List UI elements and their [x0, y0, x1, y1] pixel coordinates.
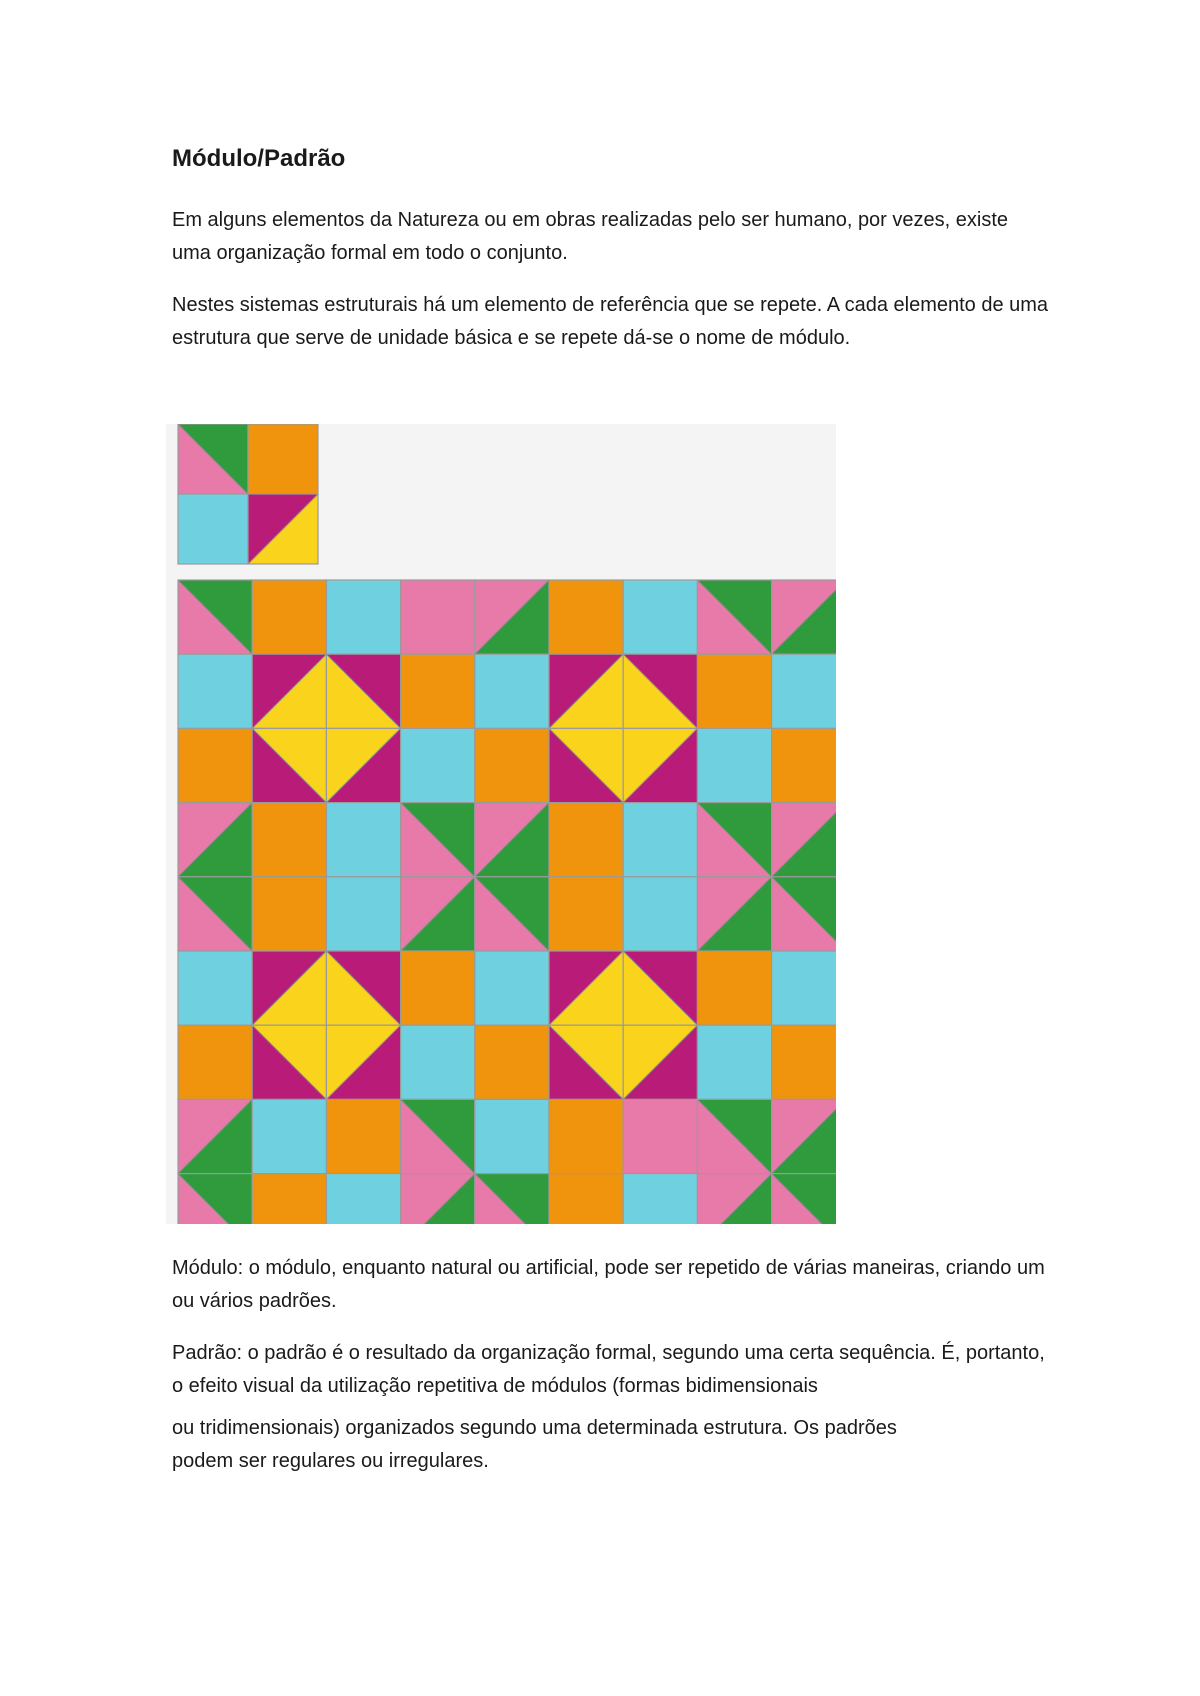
- pattern-tile: [178, 877, 252, 951]
- padrao-line-1: Padrão: o padrão é o resultado da organização formal, segundo uma certa sequência.: [172, 1342, 936, 1364]
- pattern-tile: [475, 654, 549, 728]
- pattern-tile: [475, 877, 549, 951]
- pattern-tile: [623, 803, 697, 877]
- pattern-tile: [252, 803, 326, 877]
- pattern-tile: [178, 1099, 252, 1173]
- padrao-line-3: ou tridimensionais) organizados segundo uma determinada estrutura. Os padrões: [172, 1417, 897, 1439]
- pattern-tile: [623, 580, 697, 654]
- pattern-tile: [475, 1099, 549, 1173]
- pattern-tile: [475, 728, 549, 802]
- module-tile: [178, 424, 248, 494]
- pattern-tile: [772, 877, 836, 951]
- pattern-tile: [252, 1099, 326, 1173]
- pattern-tile: [772, 1174, 836, 1224]
- pattern-tile: [401, 654, 475, 728]
- module-pattern-figure: [166, 424, 836, 1224]
- pattern-tile: [475, 803, 549, 877]
- pattern-tile: [772, 1025, 836, 1099]
- pattern-tile: [697, 951, 771, 1025]
- pattern-tile: [623, 1099, 697, 1173]
- padrao-line-4: podem ser regulares ou irregulares.: [172, 1450, 489, 1472]
- module-tile: [178, 494, 248, 564]
- pattern-tile: [401, 728, 475, 802]
- pattern-tile: [772, 580, 836, 654]
- pattern-tile: [178, 654, 252, 728]
- pattern-tile: [401, 877, 475, 951]
- pattern-tile: [326, 654, 400, 728]
- pattern-tile: [623, 728, 697, 802]
- pattern-tile: [623, 877, 697, 951]
- module-definition-paragraph: Nestes sistemas estruturais há um elemento de referência que se repete. A cada elemento de uma estrutura que serve de unidade básica e se repete dá-se o nome de módulo.: [172, 294, 1049, 349]
- module-tile: [248, 424, 318, 494]
- pattern-tile: [772, 728, 836, 802]
- pattern-tile: [326, 1025, 400, 1099]
- pattern-tile: [772, 803, 836, 877]
- pattern-tile: [549, 654, 623, 728]
- pattern-tile: [772, 654, 836, 728]
- pattern-tile: [623, 1174, 697, 1224]
- pattern-tile: [326, 877, 400, 951]
- pattern-tile: [252, 654, 326, 728]
- pattern-tile: [549, 1099, 623, 1173]
- pattern-tile: [326, 1174, 400, 1224]
- pattern-tile: [549, 580, 623, 654]
- pattern-tile: [401, 580, 475, 654]
- pattern-tile: [697, 877, 771, 951]
- pattern-tile: [772, 1099, 836, 1173]
- pattern-tile: [475, 1025, 549, 1099]
- pattern-tile: [697, 1174, 771, 1224]
- pattern-tile: [326, 803, 400, 877]
- pattern-tile: [549, 951, 623, 1025]
- padrao-paragraph: [172, 1337, 1052, 1478]
- pattern-tile: [697, 1025, 771, 1099]
- pattern-tile: [178, 580, 252, 654]
- pattern-tile: [623, 1025, 697, 1099]
- pattern-tile: [697, 728, 771, 802]
- pattern-tile: [252, 580, 326, 654]
- pattern-tile: [326, 951, 400, 1025]
- pattern-tile: [772, 951, 836, 1025]
- pattern-tile: [623, 654, 697, 728]
- pattern-tile: [549, 1025, 623, 1099]
- pattern-tile: [697, 580, 771, 654]
- pattern-illustration: [166, 424, 836, 1224]
- pattern-tile: [401, 803, 475, 877]
- pattern-tile: [401, 951, 475, 1025]
- pattern-tile: [178, 803, 252, 877]
- pattern-tile: [697, 1099, 771, 1173]
- pattern-tile: [401, 1174, 475, 1224]
- pattern-tile: [252, 1025, 326, 1099]
- pattern-tile: [178, 1025, 252, 1099]
- pattern-tile: [178, 728, 252, 802]
- pattern-tile: [326, 728, 400, 802]
- pattern-tile: [549, 728, 623, 802]
- pattern-tile: [623, 951, 697, 1025]
- modulo-paragraph: Módulo: o módulo, enquanto natural ou artificial, pode ser repetido de várias maneiras, criando um ou vários padrões.: [172, 1257, 1045, 1312]
- pattern-tile: [178, 951, 252, 1025]
- padrao-line-2: É, portanto, o efeito visual da utilização repetitiva de módulos (formas bidimensionais: [172, 1342, 1045, 1397]
- intro-paragraph: Em alguns elementos da Natureza ou em obras realizadas pelo ser humano, por vezes, existe uma organização formal em todo o conjunto.: [172, 209, 1009, 264]
- pattern-tile: [252, 728, 326, 802]
- module-tile: [248, 494, 318, 564]
- pattern-tile: [697, 803, 771, 877]
- pattern-tile: [252, 951, 326, 1025]
- pattern-tile: [549, 877, 623, 951]
- pattern-tile: [549, 1174, 623, 1224]
- pattern-tile: [475, 1174, 549, 1224]
- pattern-tile: [401, 1099, 475, 1173]
- pattern-tile: [326, 1099, 400, 1173]
- pattern-tile: [697, 654, 771, 728]
- pattern-tile: [252, 877, 326, 951]
- pattern-tile: [178, 1174, 252, 1224]
- pattern-tile: [252, 1174, 326, 1224]
- pattern-tile: [326, 580, 400, 654]
- pattern-tile: [549, 803, 623, 877]
- pattern-tile: [475, 951, 549, 1025]
- pattern-tile: [475, 580, 549, 654]
- pattern-tile: [401, 1025, 475, 1099]
- page-title: Módulo/Padrão: [172, 145, 346, 172]
